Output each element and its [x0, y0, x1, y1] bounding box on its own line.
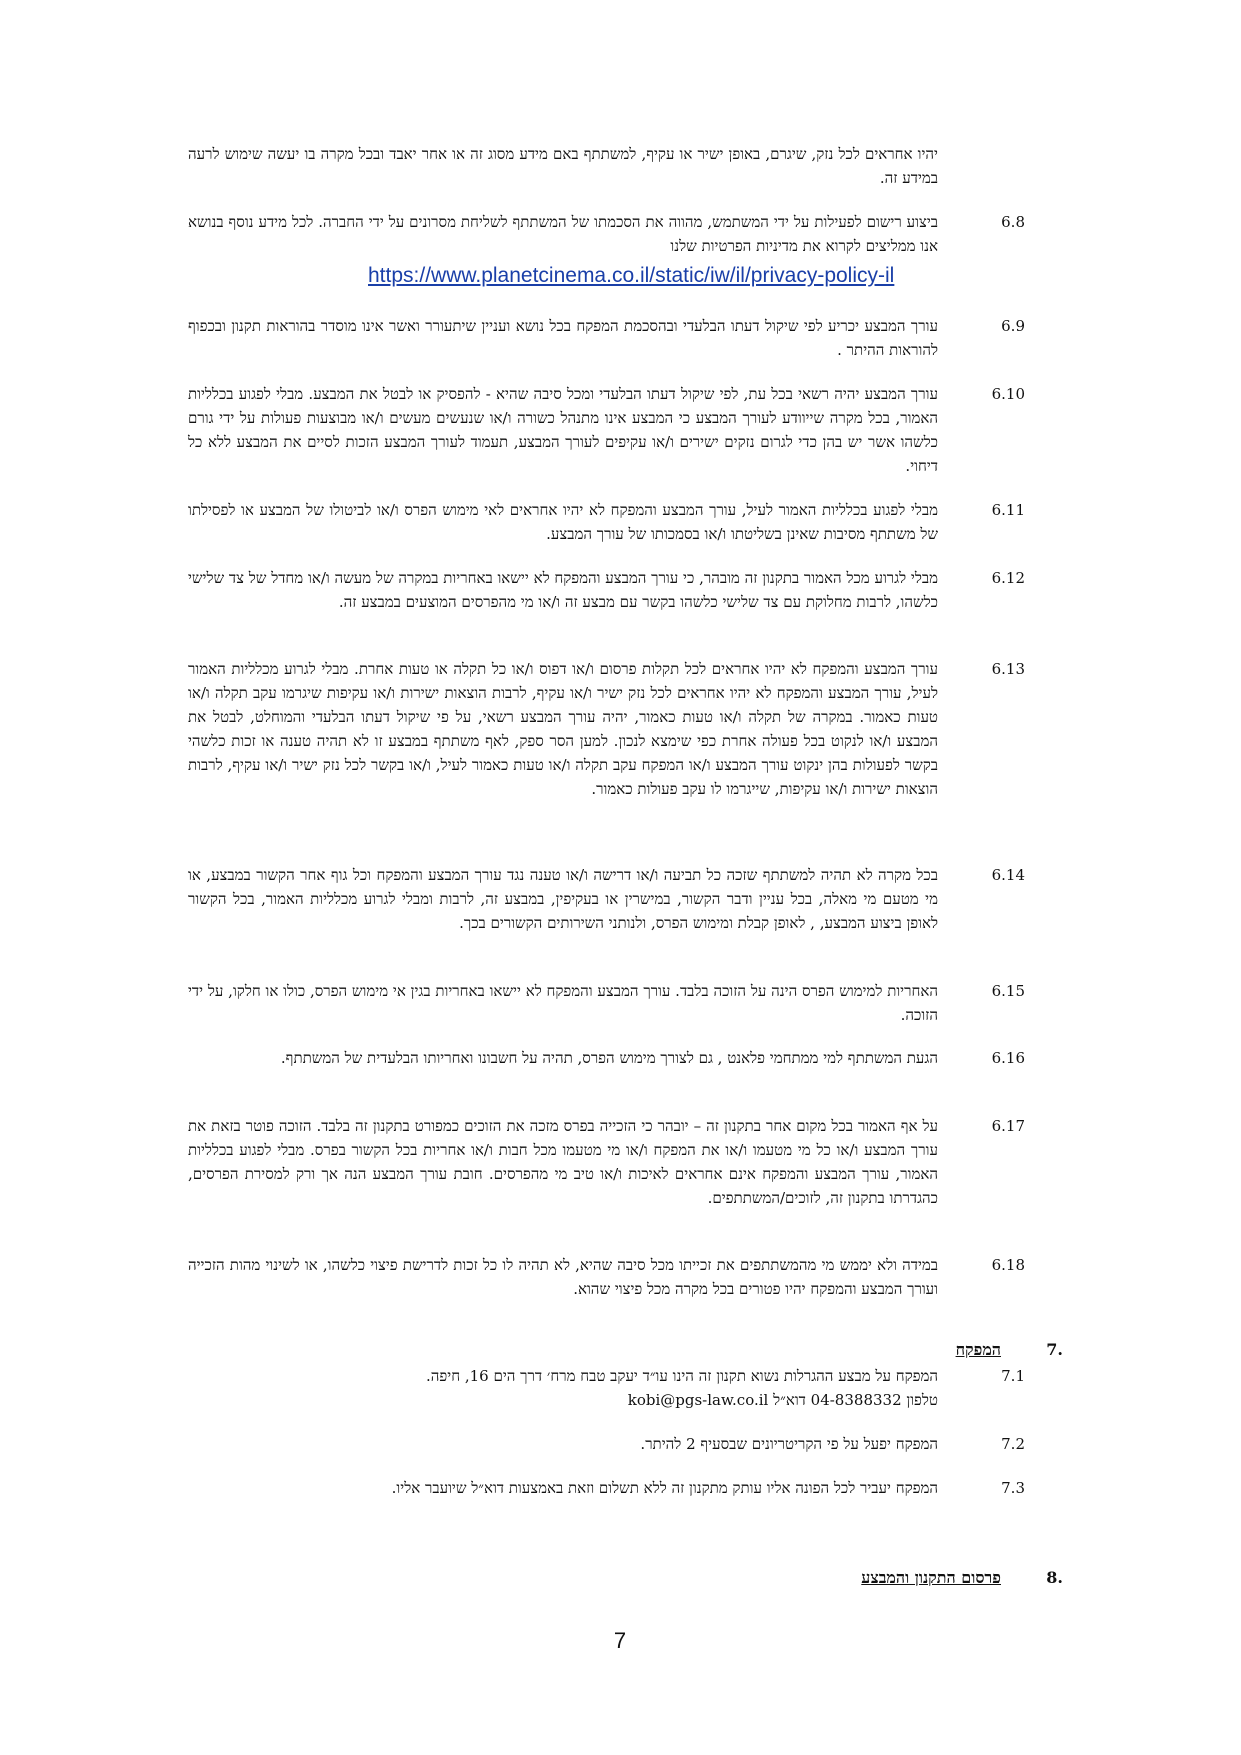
- clause-number: 6.17: [991, 1117, 1025, 1135]
- clause-number: 7.3: [1001, 1479, 1025, 1497]
- clause-number: 6.18: [991, 1256, 1025, 1274]
- intro-paragraph: [188, 142, 938, 190]
- clause-text: עורך המבצע יכריע לפי שיקול דעתו הבלעדי ובהסכמת המפקח בכל נושא ועניין שיתעורר ואשר אינו מוסדר בהוראות תקנון ובכפוף להוראות ההיתר .: [188, 317, 938, 359]
- clause-6-17: [188, 1114, 938, 1210]
- clause-6-9: [188, 314, 938, 362]
- contact-line: טלפון 04-8388332 דוא״ל kobi@pgs-law.co.il: [627, 1391, 938, 1409]
- clause-6-8: [188, 210, 938, 258]
- clause-text: האחריות למימוש הפרס הינה על הזוכה בלבד. עורך המבצע והמפקח לא יישאו באחריות בגין אי מימוש הפרס, כולו או חלקו, על ידי הזוכה.: [188, 982, 938, 1024]
- clause-number: 6.16: [991, 1049, 1025, 1067]
- clause-number: 6.13: [991, 660, 1025, 678]
- clause-number: 7.2: [1001, 1435, 1025, 1453]
- clause-text: על אף האמור בכל מקום אחר בתקנון זה – יובהר כי הזכייה בפרס מזכה את הזוכים כמפורט בתקנון זה בלבד. הזוכה פוטר בזאת את עורך המבצע ו/או כל מי מטעמו ו/או את המפקח ו/או מי מטעמו מכל חבות ו/או אחריות בכל הקשור בפרס. מבלי לפגוע בכלליות האמור, עורך המבצע והמפקח אינם אחראים לאיכות ו/או טיב מי מהפרסים. חובת עורך המבצע הנה אך ורק למסירת הפרסים, כהגדרתו בתקנון זה, לזוכים/המשתתפים.: [188, 1117, 938, 1207]
- clause-text: המפקח יפעל על פי הקריטריונים שבסעיף 2 להיתר.: [640, 1435, 938, 1453]
- clause-number: 7.1: [1001, 1367, 1025, 1385]
- clause-7-1: [188, 1364, 938, 1412]
- clause-6-18: [188, 1253, 938, 1301]
- section-7-title: המפקח: [955, 1340, 1001, 1359]
- section-7-number: 7.: [1046, 1340, 1063, 1359]
- clause-6-10: [188, 382, 938, 478]
- clause-text: הגעת המשתתף למי ממתחמי פלאנט , גם לצורך מימוש הפרס, תהיה על חשבונו ואחריותו הבלעדית של המשתתף.: [280, 1049, 938, 1067]
- clause-text: עורך המבצע והמפקח לא יהיו אחראים לכל תקלות פרסום ו/או דפוס ו/או כל תקלה או טעות אחרת. מבלי לגרוע מכלליות האמור לעיל, עורך המבצע והמפקח לא יהיו אחראים לכל נזק ישיר ו/או עקיף, לרבות הוצאות ישירות ו/או עקיפות שיגרמו עקב תקלה ו/או טעות כאמור. במקרה של תקלה ו/או טעות כאמור, יהיה עורך המבצע רשאי, על פי שיקול דעתו הבלעדי והמוחלט, לבטל את המבצע ו/או לנקוט בכל פעולה אחרת כפי שימצא לנכון. למען הסר ספק, לאף משתתף במבצע זו לא תהיה טענה או זכות כלשהי בקשר לפעולות בהן ינקוט עורך המבצע ו/או המפקח עקב תקלה ו/או טעות כאמור לעיל, ו/או בקשר לכל נזק ישיר ו/או עקיף, לרבות הוצאות ישירות ו/או עקיפות, שייגרמו לו עקב פעולות כאמור.: [188, 660, 938, 798]
- privacy-policy-link[interactable]: https://www.planetcinema.co.il/static/iw/il/privacy-policy-il: [368, 264, 895, 287]
- clause-number: 6.10: [991, 385, 1025, 403]
- clause-text: בכל מקרה לא תהיה למשתתף שזכה כל תביעה ו/או דרישה ו/או טענה נגד עורך המבצע והמפקח וכל גוף אחר הקשור במבצע, או מי מטעם מי מאלה, בכל עניין ודבר הקשור, במישרין או בעקיפין, במבצע זה, לרבות ומבלי לגרוע מכלליות האמור, בכל הקשור לאופן ביצוע המבצע, , לאופן קבלת ומימוש הפרס, ולנותני השירותים הקשורים בכך.: [188, 866, 938, 932]
- clause-text: מבלי לגרוע מכל האמור בתקנון זה מובהר, כי עורך המבצע והמפקח לא יישאו באחריות במקרה של מעשה ו/או מחדל של צד שלישי כלשהו, לרבות מחלוקת עם צד שלישי כלשהו בקשר עם מבצע זה ו/או מי מהפרסים המוצעים במבצע זה.: [188, 569, 938, 611]
- page-number: 7: [613, 1628, 627, 1653]
- section-8-title: פרסום התקנון והמבצע: [861, 1568, 1001, 1587]
- intro-text: יהיו אחראים לכל נזק, שיגרם, באופן ישיר או עקיף, למשתתף באם מידע מסוג זה או אחר יאבד ובכל מקרה בו יעשה שימוש לרעה במידע זה.: [188, 145, 938, 187]
- clause-7-3: [188, 1476, 938, 1500]
- clause-number: 6.8: [1001, 213, 1025, 231]
- clause-6-11: [188, 498, 938, 546]
- clause-text: המפקח יעביר לכל הפונה אליו עותק מתקנון זה ללא תשלום וזאת באמצעות דוא״ל שיועבר אליו.: [391, 1479, 938, 1497]
- clause-text: המפקח על מבצע ההגרלות נשוא תקנון זה הינו עו״ד יעקב טבח מרח׳ דרך הים 16, חיפה.: [426, 1367, 938, 1385]
- clause-6-14: [188, 863, 938, 935]
- clause-number: 6.12: [991, 569, 1025, 587]
- clause-number: 6.9: [1001, 317, 1025, 335]
- clause-number: 6.15: [991, 982, 1025, 1000]
- clause-text: מבלי לפגוע בכלליות האמור לעיל, עורך המבצע והמפקח לא יהיו אחראים לאי מימוש הפרס ו/או לביטולו של המבצע או לפסילתו של משתתף מסיבות שאינן בשליטתו ו/או בסמכותו של עורך המבצע.: [188, 501, 938, 543]
- clause-6-15: [188, 979, 938, 1027]
- clause-text: במידה ולא יממש מי מהמשתתפים את זכייתו מכל סיבה שהיא, לא תהיה לו כל זכות לדרישת פיצוי כלשהו, או לשינוי מהות הזכייה ועורך המבצע והמפקח יהיו פטורים בכל מקרה מכל פיצוי שהוא.: [188, 1256, 938, 1298]
- clause-number: 6.14: [991, 866, 1025, 884]
- clause-7-2: [188, 1432, 938, 1456]
- clause-number: 6.11: [991, 501, 1025, 519]
- clause-6-16: [188, 1046, 938, 1070]
- clause-text: ביצוע רישום לפעילות על ידי המשתמש, מהווה את הסכמתו של המשתתף לשליחת מסרונים על ידי החברה. לכל מידע נוסף בנושא אנו ממליצים לקרוא את מדיניות הפרטיות שלנו: [188, 213, 938, 255]
- clause-text: עורך המבצע יהיה רשאי בכל עת, לפי שיקול דעתו הבלעדי ומכל סיבה שהיא - להפסיק או לבטל את המבצע. מבלי לפגוע בכלליות האמור, בכל מקרה שייוודע לעורך המבצע כי המבצע אינו מתנהל כשורה ו/או שנעשים מעשים ו/או מבוצעות פעולות על ידי גורם כלשהו אשר יש בהן כדי לגרום נזקים ישירים ו/או עקיפים לעורך המבצע, תעמוד לעורך המבצע הזכות לסיים את המבצע ללא כל דיחוי.: [188, 385, 938, 475]
- clause-6-13: [188, 657, 938, 801]
- clause-6-12: [188, 566, 938, 614]
- section-8-number: 8.: [1046, 1568, 1063, 1587]
